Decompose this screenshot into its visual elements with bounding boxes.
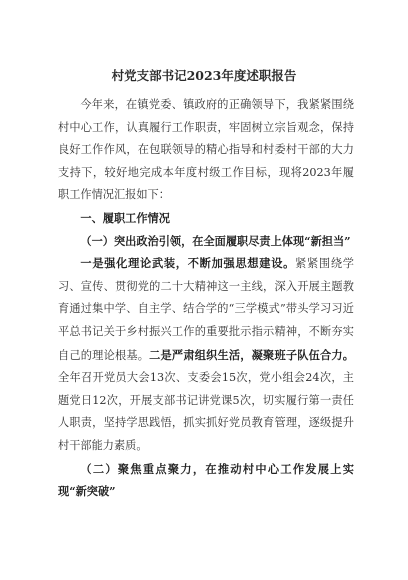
intro-paragraph: 今年来，在镇党委、镇政府的正确领导下，我紧紧围绕村中心工作，认真履行工作职责，牢固树立宗旨观念，保持良好工作作风，在包联领导的精心指导和村委村干部的大力支持下，较好地完成本年度村级工作目标，现将2023年履职工作情况汇报如下： (58, 98, 354, 202)
paragraph-text: 紧紧围绕学习、宣传、贯彻党的二十大精神这一主线，深入开展主题教育通过集中学、自主学、结合学的“三学模式”带头学习习近平总书记关于乡村振兴工作的重要批示指示精神，不断夯实自己的理论根基。 (58, 257, 354, 362)
subsection-heading: （一）突出政治引领，在全面履职尽责上体现“新担当” (80, 233, 351, 248)
bold-lead: 二是严肃组织生活，凝聚班子队伍合力。 (149, 347, 354, 362)
section-heading: 一、履职工作情况 (80, 210, 170, 225)
subsection-heading: （二）聚焦重点聚力，在推动村中心工作发展上实现“新突破” (58, 461, 354, 499)
document-title: 村党支部书记2023年度述职报告 (111, 68, 297, 83)
document-body (58, 94, 354, 503)
body-paragraph (58, 252, 354, 457)
paragraph-text: 全年召开党员大会13次、支委会15次，党小组会24次，主题党日12次，开展支部书记讲党课5次，切实履行第一责任人职责，坚持学思践悟，抓实抓好党员教育管理，逐级提升村干部能力素质。 (58, 371, 354, 452)
bold-lead: 一是强化理论武装，不断加强思想建设。 (80, 256, 296, 271)
